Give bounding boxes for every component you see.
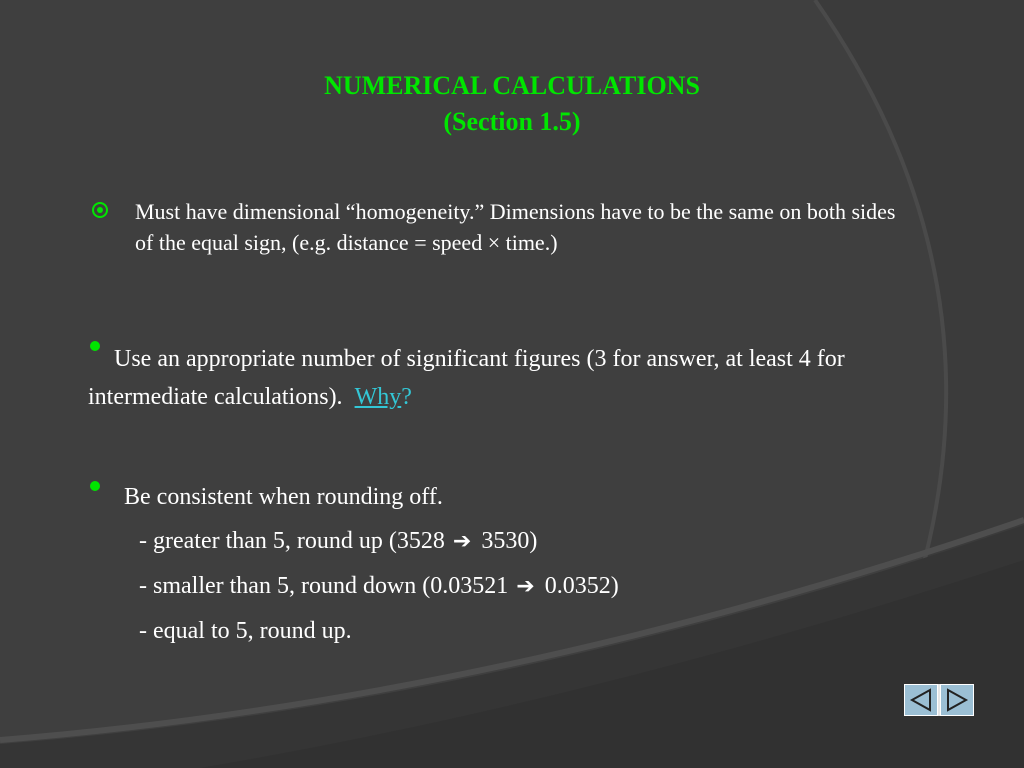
title-line-1: NUMERICAL CALCULATIONS bbox=[324, 71, 700, 100]
triangle-right-icon bbox=[944, 688, 970, 712]
previous-slide-button[interactable] bbox=[904, 684, 938, 716]
rounding-rule-up bbox=[139, 519, 928, 564]
radio-bullet-icon bbox=[92, 202, 108, 218]
slide-title bbox=[212, 68, 812, 140]
rounding-rule-down bbox=[139, 564, 928, 609]
slide-navigation bbox=[904, 684, 974, 716]
bullet-dimensional bbox=[92, 196, 912, 258]
rounding-rule-equal: - equal to 5, round up. bbox=[139, 618, 352, 644]
bullet-sigfigs-text: Use an appropriate number of significant figures (3 for answer, at least 4 for intermediate calculations). bbox=[88, 346, 845, 410]
title-line-2: (Section 1.5) bbox=[443, 107, 581, 136]
why-question-mark: ? bbox=[401, 384, 412, 410]
triangle-left-icon bbox=[908, 688, 934, 712]
bullet-dimensional-text: Must have dimensional “homogeneity.” Dimensions have to be the same on both sides of the equal sign, (e.g. distance = speed × time.) bbox=[135, 199, 896, 255]
arrow-right-icon: ➔ bbox=[452, 529, 472, 554]
arrow-right-icon: ➔ bbox=[516, 574, 535, 599]
rounding-rule-up-text: - greater than 5, round up (3528 bbox=[139, 528, 445, 554]
rounding-rule-up-result: 3530) bbox=[481, 528, 538, 554]
rounding-rule-down-result: 0.0352) bbox=[544, 573, 619, 599]
rounding-heading: Be consistent when rounding off. bbox=[124, 484, 443, 510]
bullet-dot-icon bbox=[90, 481, 100, 491]
why-link[interactable]: Why bbox=[354, 384, 402, 410]
bullet-rounding bbox=[88, 475, 928, 653]
bullet-dot-icon bbox=[90, 341, 100, 351]
rounding-rule-down-text: - smaller than 5, round down (0.03521 bbox=[139, 573, 509, 599]
bullet-significant-figures bbox=[88, 340, 928, 416]
next-slide-button[interactable] bbox=[940, 684, 974, 716]
